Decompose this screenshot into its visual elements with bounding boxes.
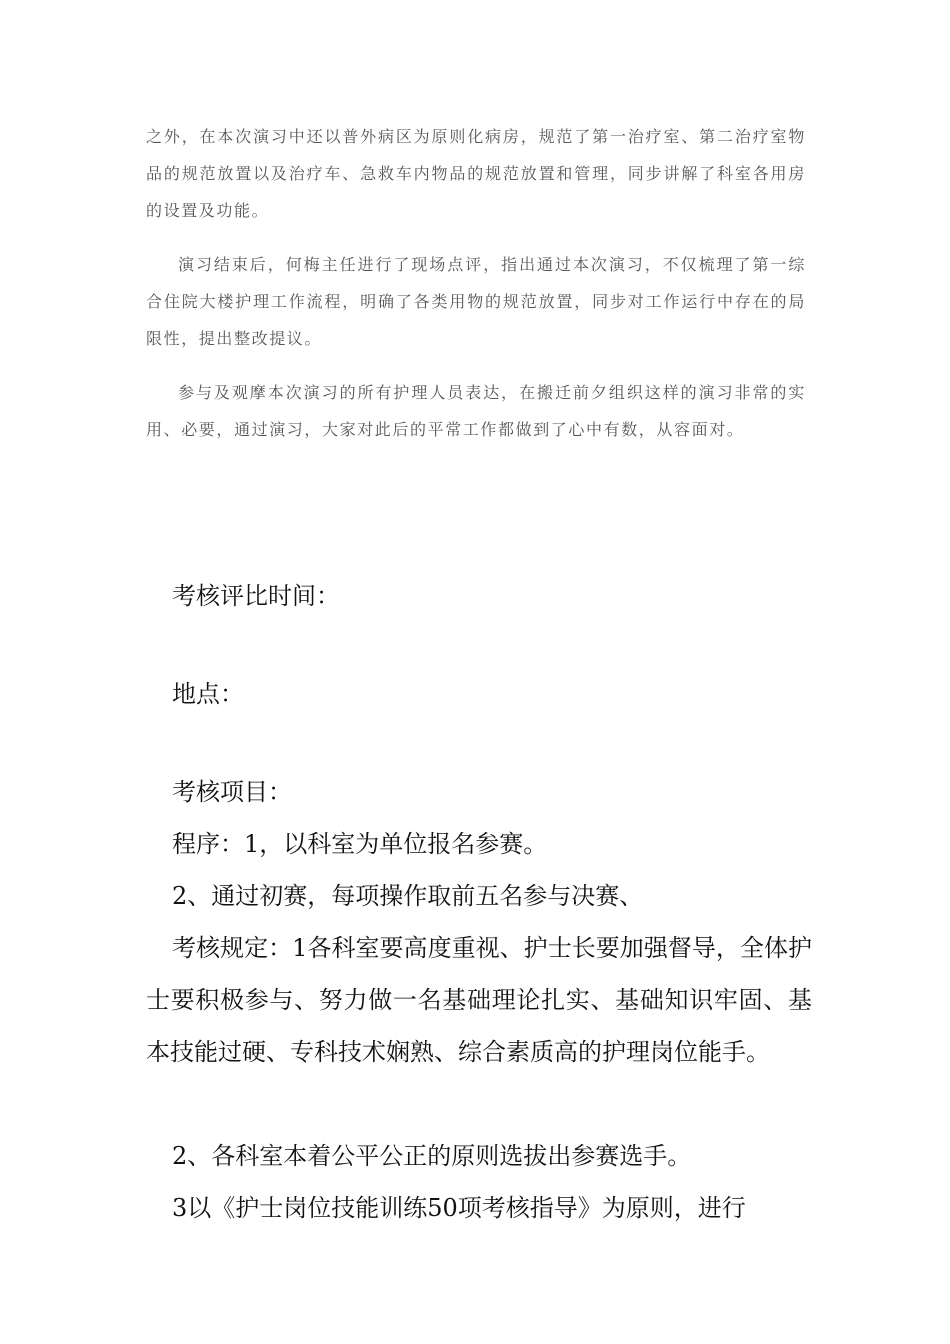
location-label: 地点： [172,680,244,708]
exam-items-label: 考核项目： [172,778,292,806]
report-section [146,118,806,465]
procedure-step-2: 2、通过初赛，每项操作取前五名参与决赛、 [172,882,644,910]
exam-rules-3: 3以《护士岗位技能训练50项考核指导》为原则，进行 [172,1194,746,1222]
exam-rules-2: 2、各科室本着公平公正的原则选拔出参赛选手。 [172,1142,692,1170]
procedure-step-1: 程序：1，以科室为单位报名参赛。 [172,830,548,858]
report-paragraph-continuation: 之外，在本次演习中还以普外病区为原则化病房，规范了第一治疗室、第二治疗室物品的规范放置以及治疗车、急救车内物品的规范放置和管理，同步讲解了科室各用房的设置及功能。 [146,127,806,220]
report-paragraph-review: 演习结束后，何梅主任进行了现场点评，指出通过本次演习，不仅梳理了第一综合住院大楼护理工作流程，明确了各类用物的规范放置，同步对工作运行中存在的局限性，提出整改提议。 [146,255,806,348]
exam-time-label: 考核评比时间： [172,582,340,610]
exam-rules-1: 考核规定：1各科室要高度重视、护士长要加强督导，全体护士要积极参与、努力做一名基础理论扎实、基础知识牢固、基本技能过硬、专科技术娴熟、综合素质高的护理岗位能手。 [146,934,812,1066]
report-paragraph-feedback: 参与及观摩本次演习的所有护理人员表达，在搬迁前夕组织这样的演习非常的实用、必要，通过演习，大家对此后的平常工作都做到了心中有数，从容面对。 [146,383,806,439]
